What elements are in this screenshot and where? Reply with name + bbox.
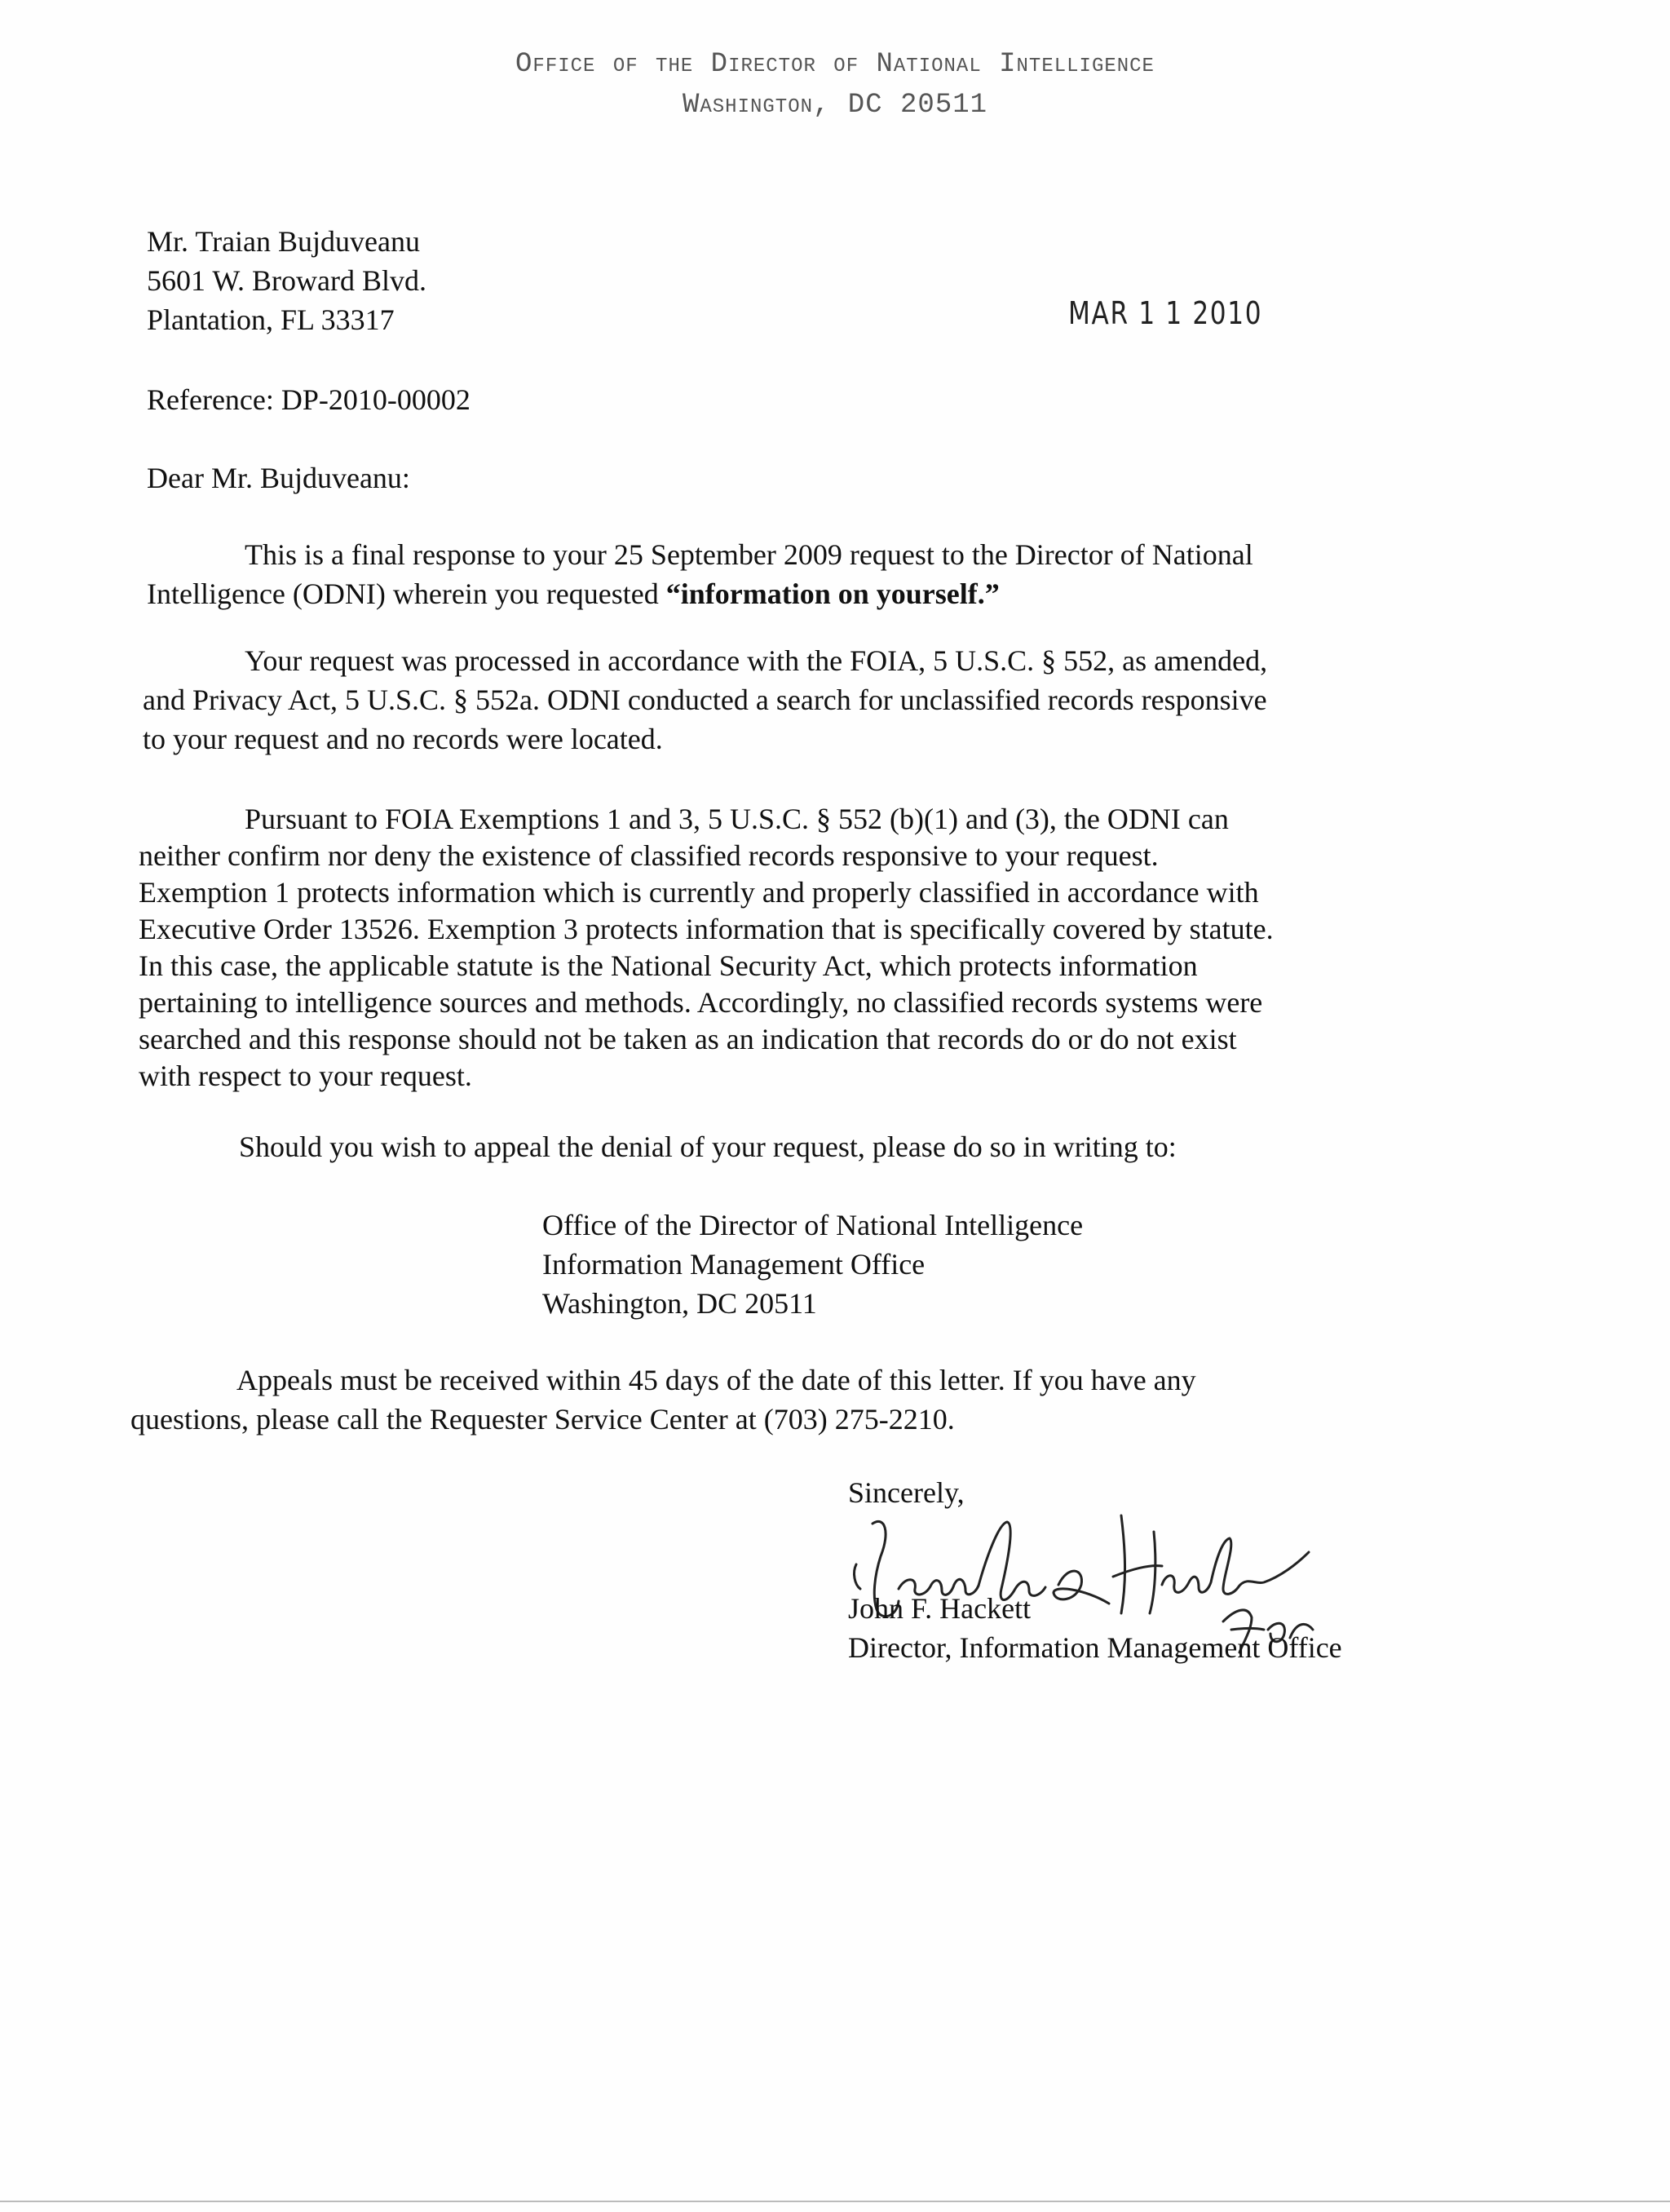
paragraph-line: Pursuant to FOIA Exemptions 1 and 3, 5 U.S.C. § 552 (b)(1) and (3), the ODNI can [245,803,1229,835]
paragraph-line: questions, please call the Requester Service Center at (703) 275-2210. [130,1403,955,1436]
recipient-name: Mr. Traian Bujduveanu [147,225,421,258]
appeal-address-line: Office of the Director of National Intelligence [542,1209,1084,1241]
paragraph-line: searched and this response should not be taken as an indication that records do or do not exist [139,1023,1237,1055]
signature-stroke [855,1564,860,1589]
recipient-address [147,222,426,339]
closing [848,1473,965,1512]
reference-line [147,380,471,419]
paragraph-line: with respect to your request. [139,1060,472,1092]
salutation: Dear Mr. Bujduveanu: [147,462,410,494]
paragraph-line [147,574,1253,613]
paragraph-text: Intelligence (ODNI) wherein you requested [147,577,666,610]
paragraph-exemptions [139,801,1274,1095]
reference-number: Reference: DP-2010-00002 [147,383,471,416]
signer-block [848,1589,1342,1667]
closing-text: Sincerely, [848,1476,965,1509]
paragraph-line: pertaining to intelligence sources and methods. Accordingly, no classified records systems were [139,986,1263,1019]
date-stamp: MAR 1 1 2010 [1068,295,1263,331]
paragraph-line: and Privacy Act, 5 U.S.C. § 552a. ODNI conducted a search for unclassified records responsive [143,684,1267,716]
paragraph-line: Should you wish to appeal the denial of your request, please do so in writing to: [239,1130,1177,1163]
paragraph-line: Your request was processed in accordance with the FOIA, 5 U.S.C. § 552, as amended, [245,644,1268,677]
paragraph-line: Appeals must be received within 45 days of the date of this letter. If you have any [236,1364,1196,1396]
appeal-address [542,1206,1083,1323]
letterhead-city: Washington, DC 20511 [682,90,988,121]
letterhead-office: Office of the Director of National Intelligence [515,49,1155,80]
recipient-city: Plantation, FL 33317 [147,303,395,336]
paragraph-line: In this case, the applicable statute is the National Security Act, which protects information [139,949,1198,982]
recipient-street: 5601 W. Broward Blvd. [147,264,427,297]
appeal-address-line: Washington, DC 20511 [542,1287,817,1320]
quoted-request: “information on yourself.” [665,577,1000,610]
paragraph-line: neither confirm nor deny the existence of classified records responsive to your request. [139,839,1159,872]
paragraph-line: This is a final response to your 25 September 2009 request to the Director of National [245,538,1253,571]
page-edge-line [0,2201,1670,2202]
paragraph-processing [143,641,1267,759]
appeal-address-line: Information Management Office [542,1248,926,1281]
paragraph-final-response [147,535,1253,613]
signature-stroke [1162,1538,1309,1594]
signer-name: John F. Hackett [848,1592,1032,1625]
salutation-block [147,458,410,498]
paragraph-line: Executive Order 13526. Exemption 3 protects information that is specifically covered by statute. [139,913,1274,945]
signer-title: Director, Information Management Office [848,1631,1342,1664]
paragraph-appeals [130,1360,1196,1439]
paragraph-line: Exemption 1 protects information which is currently and properly classified in accordance with [139,876,1259,909]
paragraph-line: to your request and no records were located. [143,723,663,755]
appeal-intro [239,1127,1177,1166]
